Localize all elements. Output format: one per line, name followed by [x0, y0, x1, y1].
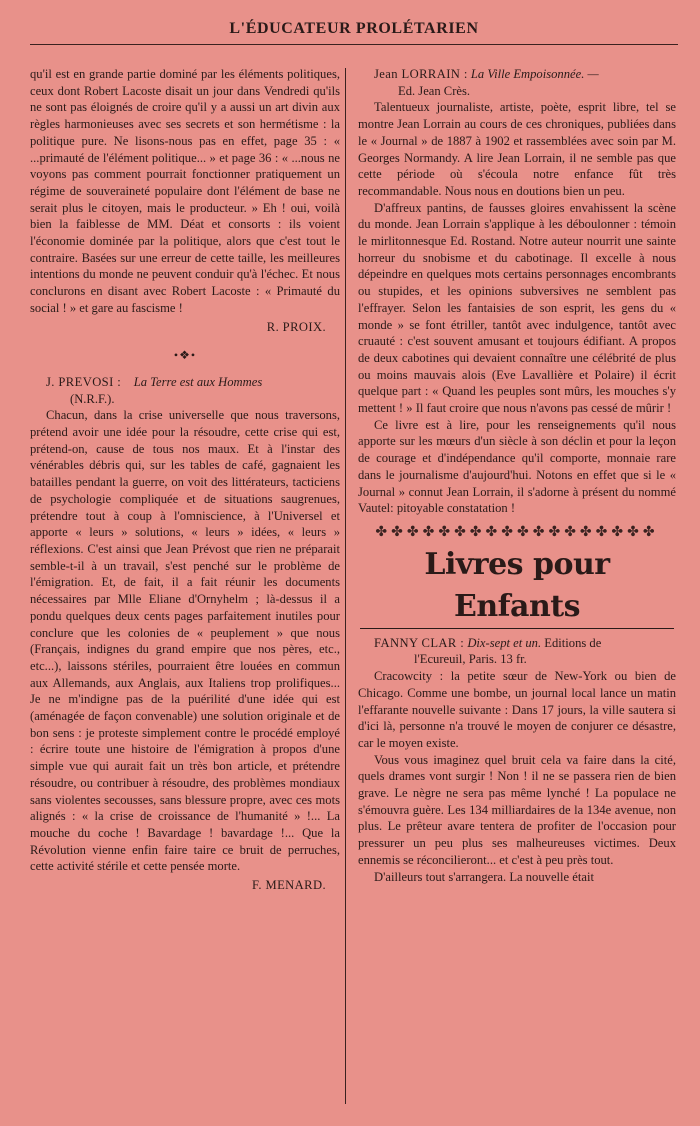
journal-title: L'ÉDUCATEUR PROLÉTARIEN	[229, 20, 479, 37]
book-author: J. PREVOSI :	[46, 374, 122, 389]
book-reference-clar	[358, 635, 676, 668]
book-publisher-line1: Editions de	[544, 635, 602, 650]
clar-review-p3: D'ailleurs tout s'arrangera. La nouvelle était	[374, 869, 594, 884]
book-reference-prevost	[30, 374, 340, 407]
signature-menard: F. MENARD.	[251, 878, 326, 893]
book-title: La Ville Empoisonnée. —	[470, 67, 599, 81]
page-header	[30, 14, 678, 45]
separator-ornament: •❖•	[173, 348, 197, 363]
lorrain-review-p1: Talentueux journaliste, artiste, poète, esprit libre, tel se montre Jean Lorrain au cours de ces chroniques, publiées dans le « Journal » de 1887 à 1902 et rassemblées avec soin par M. Georges Normandy. A lire Jean Lorrain, il ne semble pas que cette période où s'écoula notre enfance fût très recommandable. Nous nous en doutions bien un peu.	[358, 100, 676, 198]
prevost-review-text: Chacun, dans la crise universelle que nous traversons, prétend avoir une idée pour la résoudre, cette crise qui est, prétend-on, cause de tous nos maux. Et à l'instar des vénérables débris qui, sur les tables de café, gagnaient les batailles pendant la guerre, on voit des littérateurs, tacticiens de psychologie compliquée et de situations saugrenues, prétendre tout à coup à l'omniscience, à l'Universel et apporte « leurs » solutions, « leurs » idées, « leurs » réflexions. C'est ainsi que Jean Prévost que rien ne préparait semble-t-il à un travail, s'est penché sur le problème de l'émigration. Et, de fait, il a fait réunir les documents nécessaires par Mlle Eliane d'Ornyhelm ; là-dessus il a pondu quelques deux cents pages parfaitement inutiles pour conclure que les colonies de « peuplement » que nous (Français, indignes du grand empire que nos pères, etc., etc...), laissons stériles, pourraient être louées en commun aux Allemands, aux Anglais, aux Italiens trop prolifiques... Je ne m'indigne pas de la puérilité d'une idée qui est (aménagée de façon convenable) une solution originale et de bon sens : je proteste simplement contre le procédé employé : écrire toute une histoire de l'émigration à propos d'une simple vue qui aurait fait un très bon article, et prétendre résoudre, ou contribuer à résoudre, des problèmes mondiaux sans violentes secousses, sans blessure propre, avec ces mots alignés : « la crise de croissance de l'humanité » !... La mouche du coche ! Bavardage ! bavardage !... Que la Révolution vienne enfin faire taire ce bruit de perruches, cette activité stérile et cette pensée morte.	[30, 408, 340, 874]
book-author: Jean LORRAIN :	[374, 67, 468, 81]
book-publisher: (N.R.F.).	[70, 391, 115, 406]
section-title: Livres pour Enfants	[360, 544, 674, 629]
book-title: La Terre est aux Hommes	[133, 374, 263, 389]
signature-proix: R. PROIX.	[266, 319, 326, 334]
clar-review-p1: Cracowcity : la petite sœur de New-York ou bien de Chicago. Comme une bombe, un journal local lance un matin l'effarante nouvelle suivante : Dans 17 jours, la ville sautera si d'ici là, personne n'a trouvé le moyen de conjurer ce désastre, car le moyen existe.	[358, 669, 676, 750]
book-publisher: Ed. Jean Crès.	[398, 83, 471, 98]
lorrain-review-p2: D'affreux pantins, de fausses gloires envahissent la scène du monde. Jean Lorrain s'applique à les déboulonner : témoin le mirlitonnesque Ed. Rostand. Notre auteur nourrit une sainte horreur du snobisme et du cabotinage. Il excelle à nous dépeindre en quelques mots certains personnages encombrants ou stupides, et les opinions subversives ne semblent pas l'effrayer. Selon les fantaisies de son esprit, les gens du « monde » se font étriller, tantôt avec indulgence, tantôt avec cruauté : c'est souvent amusant et toujours édifiant. A propos de deux cabotines qui devaient connaître une célébrité de plus ou moins mauvais alois (Eve Lavallière et Polaire) il écrit quelque part : « Quand les peuples sont mûrs, les mouches s'y mettent ! » Il faut croire que nous n'avons pas cessé de mûrir !	[358, 200, 676, 416]
proix-review-text: qu'il est en grande partie dominé par les éléments politiques, ceux dont Robert Lacoste disait un jour dans Vendredi qu'ils ne sont pas éloignés de croire qu'il y a aussi un art divin aux règles harmonieuses avec ses secrets et son hermétisme : la politique pure. Ne lisons-nous pas en effet, page 35 : « ...primauté de l'élément politique... » et page 36 : « ...nous ne voyons pas comment pourrait fonctionner pratiquement un régime de souveraineté populaire dont l'élément de base ne serait plus le citoyen, mais le producteur. » Eh ! oui, voilà bien la faiblesse de MM. Déat et consorts : ils voient l'économie dominée par la politique, alors que c'est tout le contraire. Basées sur une erreur de cette taille, les meilleures intentions du monde ne peuvent conduir qu'à l'échec. Et nous conclurons en disant avec Robert Lacoste : « Primauté du social ! » et gare au fascisme !	[30, 67, 340, 315]
ornament-row: ✤✤✤✤✤✤✤✤✤✤✤✤✤✤✤✤✤✤	[375, 524, 659, 540]
right-column	[358, 66, 676, 885]
column-divider	[345, 68, 346, 1104]
book-publisher-line2: l'Ecureuil, Paris. 13 fr.	[414, 652, 527, 667]
book-reference-lorrain	[358, 66, 676, 99]
book-title: Dix-sept et un.	[467, 635, 542, 650]
left-column	[30, 66, 340, 894]
book-author: FANNY CLAR :	[374, 635, 465, 650]
clar-review-p2: Vous vous imaginez quel bruit cela va faire dans la cité, quels drames vont surgir ! Non ! il ne se passera rien de bien grave. Le nègre ne sera pas même lynché ! La populace ne s'émouvra guère. Les 134 milliardaires de la 134e avenue, non plus. Le prêteur avare tentera de profiter de l'occasion pour pressurer un peu plus ses malheureuses victimes. Deux ennemis se réconcilieront... et c'est à peu près tout.	[358, 752, 676, 867]
lorrain-review-p3: Ce livre est à lire, pour les renseignements qu'il nous apporte sur les mœurs d'un siècle à son déclin et pour la leçon de courage et d'indépendance qu'il comporte, monnaie rare dans le journalisme d'aujourd'hui. Notons en effet que si le « Journal » connut Jean Lorrain, il s'adorne à présent du nommé Vautel: pitoyable constatation !	[358, 417, 676, 516]
